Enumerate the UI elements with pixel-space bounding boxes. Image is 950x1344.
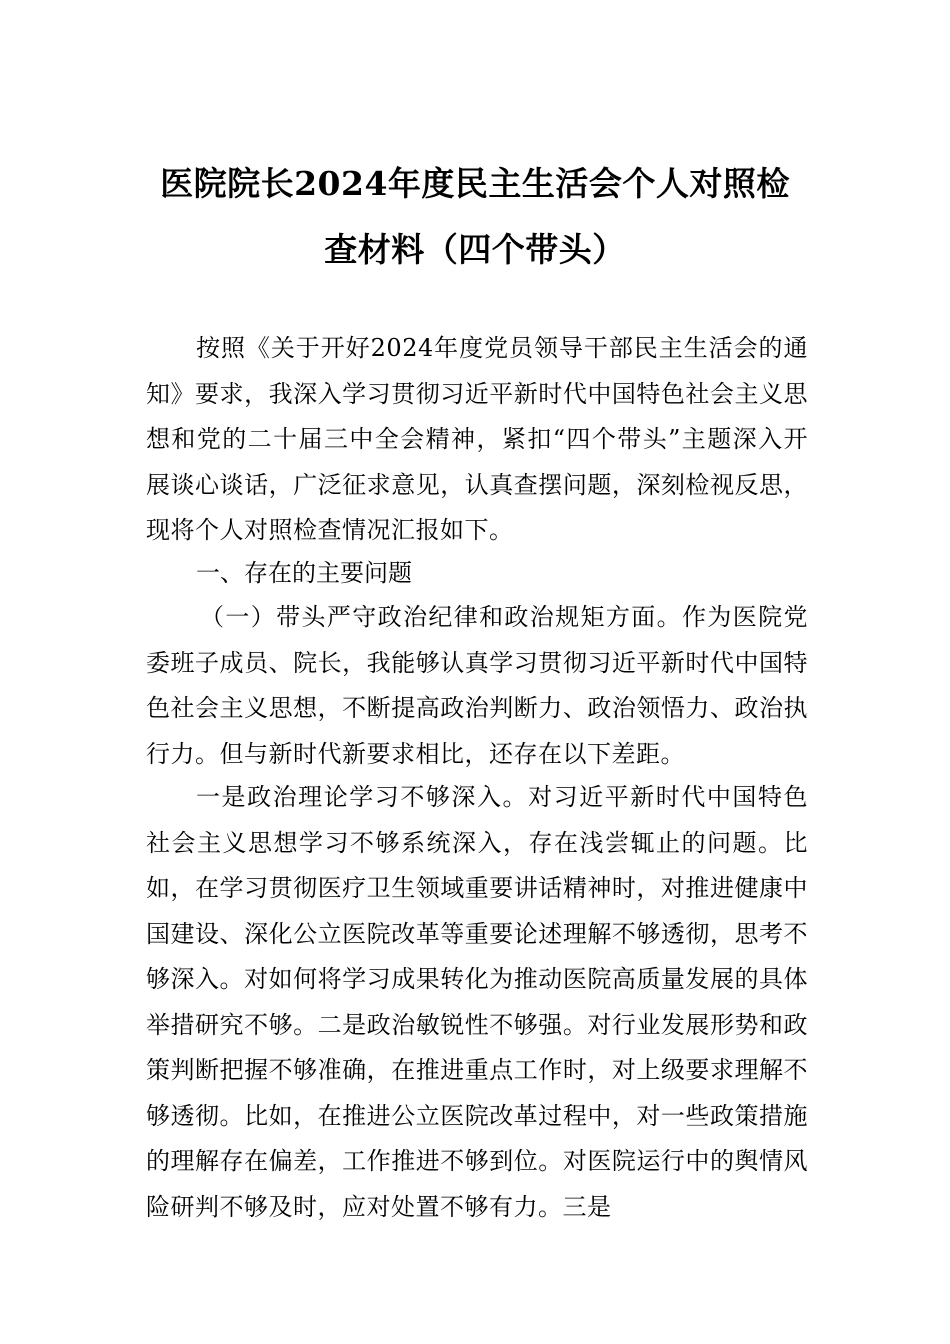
section-heading-problems: 一、存在的主要问题 xyxy=(196,559,412,587)
subsection-heading: （一）带头严守政治纪律和政治规矩方面。 xyxy=(200,603,683,631)
intro-paragraph: 按照《关于开好2024年度党员领导干部民主生活会的通知》要求，我深入学习贯彻习近平新时代中国特色社会主义思想和党的二十届三中全会精神，紧扣“四个带头”主题深入开展谈心谈话，广泛征求意见，认真查摆问题，深刻检视反思，现将个人对照检查情况汇报如下。 xyxy=(146,334,808,544)
subsection-paragraph-political-discipline xyxy=(146,595,808,777)
document-title-line-1: 医院院长2024年度民主生活会个人对照检 xyxy=(160,164,790,203)
document-title-line-2: 查材料（四个带头） xyxy=(324,230,626,269)
problems-detail-paragraph: 一是政治理论学习不够深入。对习近平新时代中国特色社会主义思想学习不够系统深入，存在浅尝辄止的问题。比如，在学习贯彻医疗卫生领域重要讲话精神时，对推进健康中国建设、深化公立医院改革等重要论述理解不够透彻，思考不够深入。对如何将学习成果转化为推动医院高质量发展的具体举措研究不够。二是政治敏锐性不够强。对行业发展形势和政策判断把握不够准确，在推进重点工作时，对上级要求理解不够透彻。比如，在推进公立医院改革过程中，对一些政策措施的理解存在偏差，工作推进不够到位。对医院运行中的舆情风险研判不够及时，应对处置不够有力。三是 xyxy=(146,783,808,1221)
subsection-body: 作为医院党委班子成员、院长，我能够认真学习贯彻习近平新时代中国特色社会主义思想，不断提高政治判断力、政治领悟力、政治执行力。但与新时代新要求相比，还存在以下差距。 xyxy=(146,603,809,768)
